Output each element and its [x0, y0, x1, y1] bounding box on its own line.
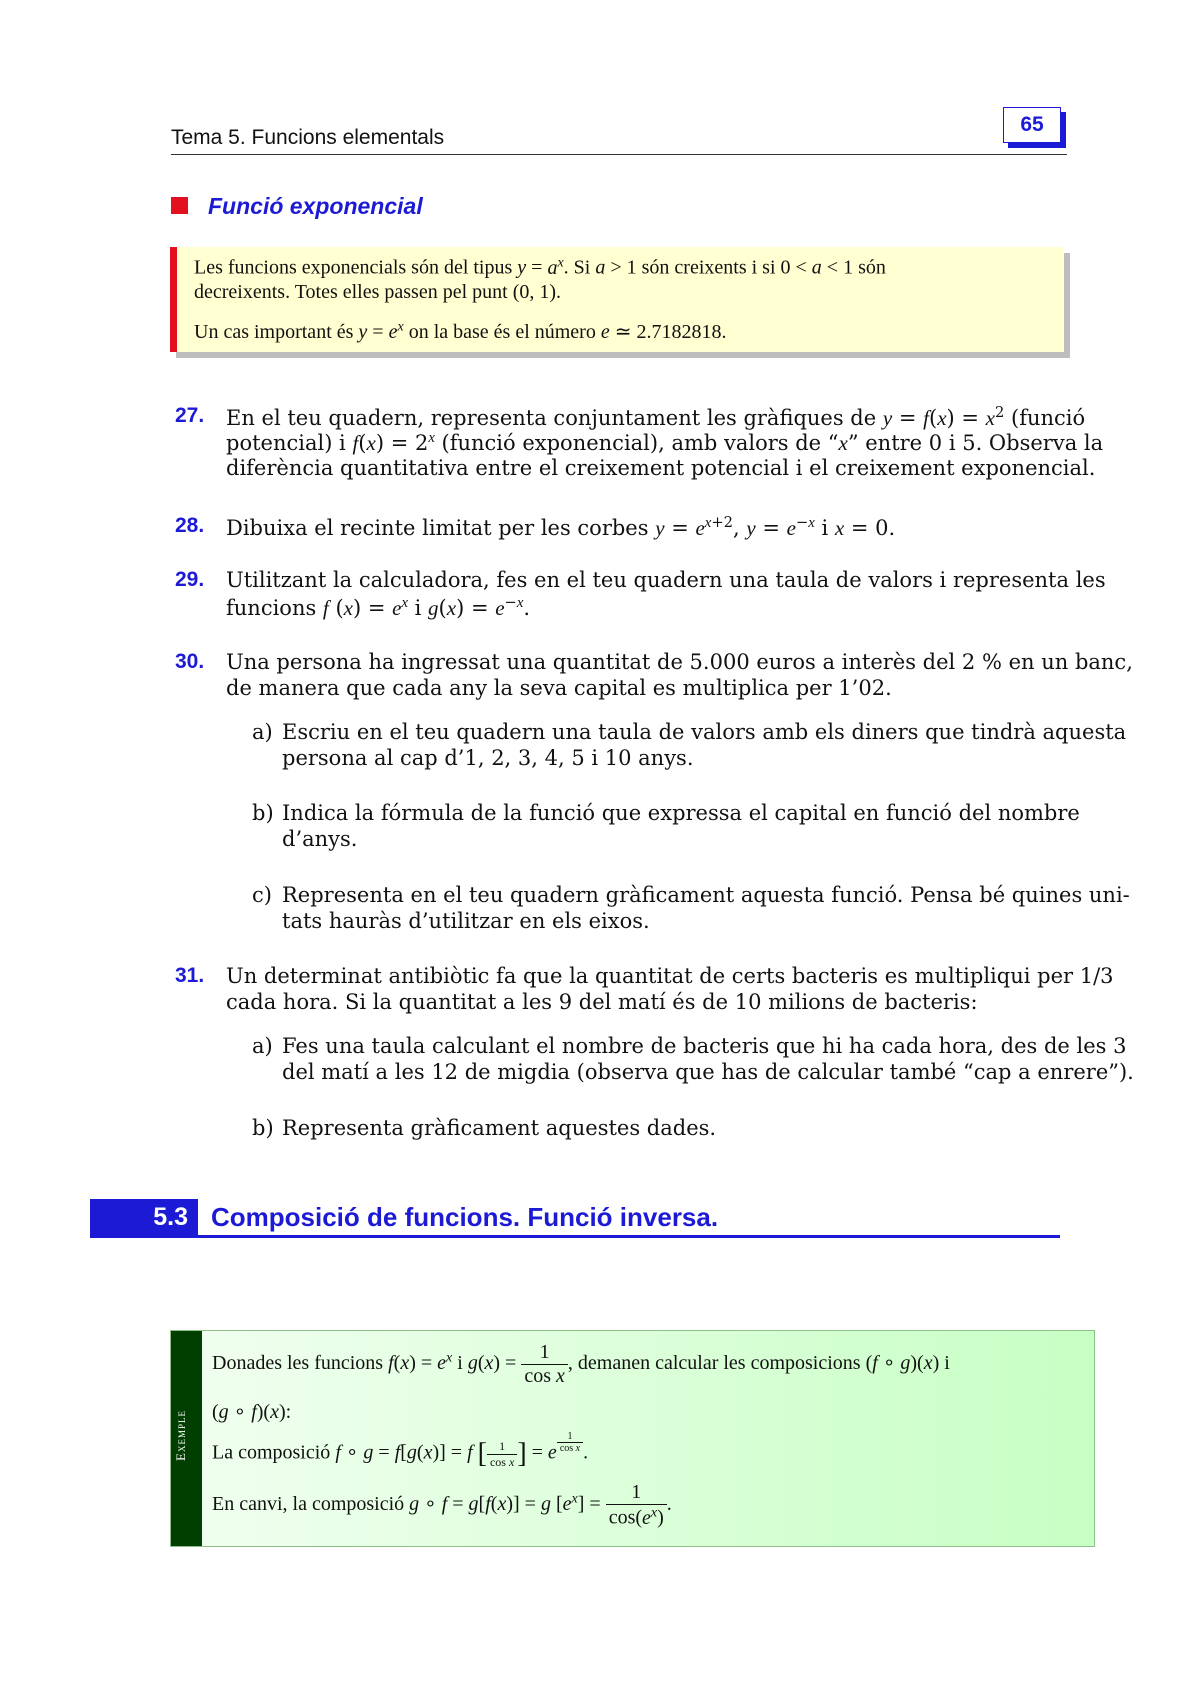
page-number: 65	[1003, 107, 1061, 143]
ex31-b-label: b)	[252, 1116, 274, 1140]
example-line-4: En canvi, la composició g ∘ f = g[f(x)] = g $[e^x]$ = $\frac{1}{\cos(e^x)}$ .	[212, 1481, 672, 1529]
ex31-a-label: a)	[252, 1034, 273, 1058]
def-text: decreixents. Totes elles passen pel punt	[194, 281, 513, 303]
ex27-text: (funció exponencial), amb valors de “	[434, 431, 839, 455]
ex27-text: (funció	[1004, 406, 1086, 430]
ex30-line-1: Una persona ha ingressat una quantitat de 5.000 euros a interès del 2 % en un banc,	[226, 650, 1133, 674]
exercise-number: 29.	[175, 568, 205, 591]
def-text: on la base és el número	[403, 321, 601, 343]
exercise-number: 28.	[175, 514, 205, 537]
example-text: i	[939, 1352, 950, 1375]
ex30-b-line-2: d’anys.	[282, 827, 358, 851]
example-line-3: La composició f ∘ g = f[g(x)] = f [ $\frac{1}{\text{cos x}}$ ] = e $\frac{1}{\text{cos x}}$ .	[212, 1431, 589, 1470]
subsection-title: Funció exponencial	[208, 193, 423, 219]
ex29-line-1: Utilitzant la calculadora, fes en el teu quadern una taula de valors i representa les	[226, 568, 1106, 592]
ex28-text: Dibuixa el recinte limitat per les corbes	[226, 516, 656, 540]
def-text: Un cas important és	[194, 321, 359, 343]
ex27-text: potencial) i	[226, 431, 353, 455]
section-number: 5.3	[90, 1199, 198, 1235]
example-text: La composició	[212, 1441, 336, 1464]
ex31-b-line-1: Representa gràficament aquestes dades.	[282, 1116, 717, 1140]
ex30-c-label: c)	[252, 883, 272, 907]
def-text: . Si	[563, 256, 596, 279]
ex30-a-line-2: persona al cap d’1, 2, 3, 4, 5 i 10 anys.	[282, 746, 694, 770]
def-text: Les funcions exponencials són del tipus	[194, 256, 518, 279]
ex28-line-1: Dibuixa el recinte limitat per les corbes $y = e^{x+2}$, $y = e^{-x}$ i x = 0.	[226, 514, 896, 540]
def-text: són creixents i si	[636, 256, 781, 279]
e-value: ≃ 2.7182818.	[614, 321, 727, 343]
ex30-c-line-2: tats hauràs d’utilitzar en els eixos.	[282, 909, 650, 933]
ex29-text: funcions	[226, 596, 323, 620]
ex31-a-line-2: del matí a les 12 de migdia (observa que has de calcular també “cap a enrere”).	[282, 1060, 1134, 1084]
example-strip	[171, 1331, 202, 1546]
ex30-c-line-1: Representa en el teu quadern gràficament aquesta funció. Pensa bé quines uni-	[282, 883, 1130, 907]
ex30-b-line-1: Indica la fórmula de la funció que expressa el capital en funció del nombre	[282, 801, 1080, 825]
ex31-line-1: Un determinat antibiòtic fa que la quantitat de certs bacteris es multipliqui per 1/3	[226, 964, 1114, 988]
ex30-a-label: a)	[252, 720, 273, 744]
ex31-a-line-1: Fes una taula calculant el nombre de bacteris que hi ha cada hora, des de les 3	[282, 1034, 1127, 1058]
header-rule	[171, 154, 1067, 155]
section-title: Composició de funcions. Funció inversa.	[211, 1202, 719, 1232]
definition-line-1: Les funcions exponencials són del tipus $y = a^x$. Si a > 1 són creixents i si 0 < a < 1 són	[194, 255, 886, 279]
ex28-text: i	[814, 516, 835, 540]
exercise-number: 30.	[175, 650, 205, 673]
example-line-1: Donades les funcions $f(x) = e^x$ i g(x) = $\frac{1}{\text{cos x}}$ , demanen calcular les composicions (f ∘ g)(x) i	[212, 1341, 950, 1387]
definition-line-2: decreixents. Totes elles passen pel punt (0, 1).	[194, 281, 562, 303]
ex27-text: En el teu quadern, representa conjuntament les gràfiques de	[226, 406, 883, 430]
exercise-number: 27.	[175, 404, 205, 427]
ex27-line-2: potencial) i $f(x) = 2^x$ (funció exponencial), amb valors de “x” entre 0 i 5. Observa la	[226, 430, 1104, 455]
definition-box	[170, 247, 1064, 352]
example-text: En canvi, la composició	[212, 1492, 410, 1515]
ex29-line-2: funcions f $(x) = e^x$ i $g(x) = e^{-x}$.	[226, 594, 531, 620]
section-rule	[90, 1235, 1060, 1238]
example-text: Donades les funcions	[212, 1352, 389, 1375]
definition-line-3: Un cas important és $y = e^x$ on la base és el número e ≃ 2.7182818.	[194, 319, 727, 343]
example-text: , demanen calcular les composicions	[567, 1352, 866, 1375]
ex27-text: ” entre 0 i 5. Observa la	[847, 431, 1104, 455]
ex29-text: i	[407, 596, 429, 620]
ex31-line-2: cada hora. Si la quantitat a les 9 del matí és de 10 milions de bacteris:	[226, 990, 978, 1014]
ex30-line-2: de manera que cada any la seva capital es multiplica per 1’02.	[226, 676, 892, 700]
example-text: i	[452, 1352, 468, 1375]
exercise-number: 31.	[175, 964, 205, 987]
example-line-2: (g ∘ f)(x):	[212, 1401, 292, 1423]
ex30-a-line-1: Escriu en el teu quadern una taula de valors amb els diners que tindrà aquesta	[282, 720, 1127, 744]
def-text: són	[853, 256, 886, 279]
running-head: Tema 5. Funcions elementals	[171, 126, 445, 149]
ex27-line-1: En el teu quadern, representa conjuntament les gràfiques de $y = f(x) = x^2$ (funció	[226, 404, 1086, 430]
ex27-line-3: diferència quantitativa entre el creixement potencial i el creixement exponencial.	[226, 456, 1096, 480]
example-label: Exemple	[173, 1410, 188, 1462]
ex30-b-label: b)	[252, 801, 274, 825]
subsection-bullet-icon	[171, 197, 188, 214]
example-box	[170, 1330, 1095, 1547]
